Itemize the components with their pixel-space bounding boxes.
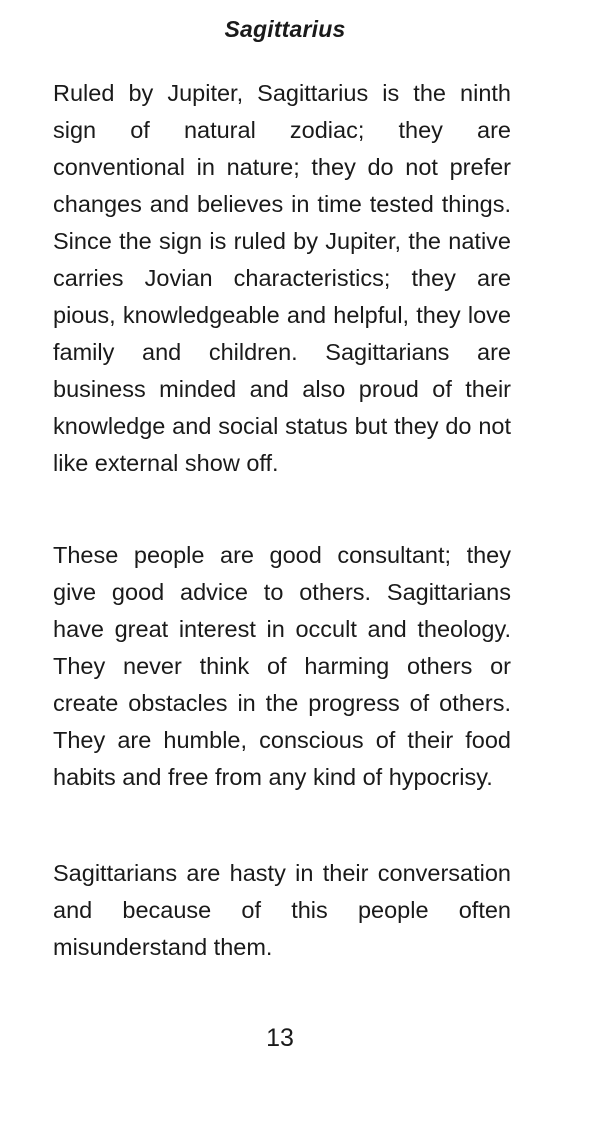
paragraph-1: Ruled by Jupiter, Sagittarius is the ninth sign of natural zodiac; they are conventional in nature; they do not prefer changes and believes in time tested things. Since the sign is ruled by Jupiter, the native carries Jovian characteristics; they are pious, knowledgeable and helpful, they love family and children. Sagittarians are business minded and also proud of their knowledge and social status but they do not like external show off. — [53, 80, 511, 476]
paragraph-3: Sagittarians are hasty in their conversation and because of this people often misunderstand them. — [53, 860, 511, 960]
paragraph-2: These people are good consultant; they give good advice to others. Sagittarians have great interest in occult and theology. They never think of harming others or create obstacles in the progress of others. They are humble, conscious of their food habits and free from any kind of hypocrisy. — [53, 542, 511, 790]
page-title: Sagittarius — [224, 16, 346, 42]
page-number: 13 — [266, 1024, 294, 1052]
